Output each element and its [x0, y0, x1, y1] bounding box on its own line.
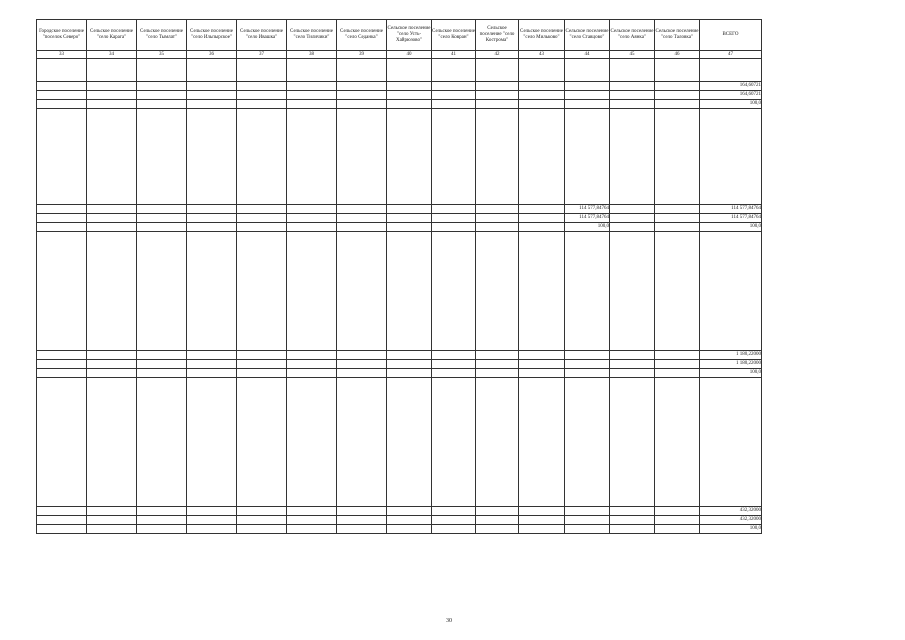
column-header: Сельское поселение "село Тиличики" [287, 20, 337, 51]
empty-cell [187, 223, 237, 232]
empty-cell [655, 205, 700, 214]
table-row [37, 214, 762, 223]
empty-cell [387, 100, 432, 109]
empty-cell [287, 360, 337, 369]
empty-cell [655, 232, 700, 351]
empty-cell [37, 378, 87, 507]
empty-cell [476, 59, 519, 82]
empty-cell [519, 214, 565, 223]
page-number: 30 [446, 618, 452, 624]
empty-cell [519, 109, 565, 205]
empty-cell [610, 205, 655, 214]
empty-cell [337, 82, 387, 91]
empty-cell [187, 59, 237, 82]
empty-cell [387, 205, 432, 214]
empty-cell [87, 516, 137, 525]
empty-cell [476, 507, 519, 516]
table-row [37, 360, 762, 369]
empty-cell [565, 369, 610, 378]
empty-cell [137, 82, 187, 91]
empty-cell [565, 360, 610, 369]
empty-cell [387, 59, 432, 82]
value-cell: 1 180,22000 [700, 360, 762, 369]
empty-cell [700, 109, 762, 205]
column-number: 33 [37, 51, 87, 59]
column-header: Сельское поселение "село Ильпырское" [187, 20, 237, 51]
empty-cell [655, 378, 700, 507]
empty-cell [387, 82, 432, 91]
empty-cell [337, 360, 387, 369]
empty-cell [87, 378, 137, 507]
empty-cell [137, 507, 187, 516]
column-number: 43 [519, 51, 565, 59]
empty-cell [432, 378, 476, 507]
column-header: Сельское поселение "село Таловка" [655, 20, 700, 51]
empty-cell [187, 516, 237, 525]
empty-cell [565, 525, 610, 534]
empty-cell [87, 82, 137, 91]
empty-cell [237, 360, 287, 369]
column-header: Сельское поселение "село Ставцово" [565, 20, 610, 51]
empty-cell [432, 360, 476, 369]
empty-cell [610, 214, 655, 223]
empty-cell [287, 378, 337, 507]
column-header: Сельское поселение "село Ковран" [432, 20, 476, 51]
empty-cell [610, 369, 655, 378]
table-row [37, 351, 762, 360]
value-cell: 432,32000 [700, 516, 762, 525]
empty-cell [476, 214, 519, 223]
empty-cell [237, 232, 287, 351]
table-row [37, 507, 762, 516]
empty-cell [387, 351, 432, 360]
value-cell: 100,0 [700, 369, 762, 378]
empty-cell [237, 214, 287, 223]
empty-cell [565, 232, 610, 351]
empty-cell [565, 516, 610, 525]
empty-cell [237, 507, 287, 516]
empty-cell [432, 205, 476, 214]
empty-cell [287, 109, 337, 205]
value-cell: 100,0 [700, 100, 762, 109]
column-header: Сельское поселение "село Мильково" [519, 20, 565, 51]
empty-cell [700, 59, 762, 82]
empty-cell [610, 59, 655, 82]
empty-cell [519, 360, 565, 369]
empty-cell [387, 223, 432, 232]
table-row [37, 82, 762, 91]
empty-cell [237, 205, 287, 214]
empty-cell [565, 100, 610, 109]
empty-cell [476, 378, 519, 507]
column-number: 46 [655, 51, 700, 59]
table-row [37, 516, 762, 525]
empty-cell [287, 205, 337, 214]
empty-cell [565, 507, 610, 516]
empty-cell [287, 100, 337, 109]
column-number-row [37, 51, 762, 59]
empty-cell [287, 525, 337, 534]
empty-cell [655, 351, 700, 360]
empty-cell [137, 109, 187, 205]
empty-cell [700, 232, 762, 351]
empty-cell [519, 91, 565, 100]
empty-cell [287, 223, 337, 232]
empty-cell [187, 507, 237, 516]
empty-cell [87, 369, 137, 378]
empty-cell [655, 516, 700, 525]
spacer-row [37, 378, 762, 507]
empty-cell [387, 360, 432, 369]
empty-cell [187, 369, 237, 378]
spacer-row [37, 59, 762, 82]
empty-cell [137, 223, 187, 232]
empty-cell [237, 100, 287, 109]
empty-cell [387, 516, 432, 525]
empty-cell [37, 223, 87, 232]
empty-cell [432, 82, 476, 91]
empty-cell [476, 205, 519, 214]
column-number: 39 [337, 51, 387, 59]
empty-cell [137, 91, 187, 100]
empty-cell [187, 100, 237, 109]
empty-cell [87, 109, 137, 205]
table-row [37, 100, 762, 109]
value-cell: 114 577,84764 [565, 214, 610, 223]
empty-cell [387, 91, 432, 100]
column-header: Городское поселение "поселок Северо" [37, 20, 87, 51]
empty-cell [337, 214, 387, 223]
empty-cell [610, 91, 655, 100]
empty-cell [655, 525, 700, 534]
empty-cell [137, 516, 187, 525]
empty-cell [137, 59, 187, 82]
empty-cell [655, 507, 700, 516]
empty-cell [432, 59, 476, 82]
empty-cell [476, 100, 519, 109]
empty-cell [287, 507, 337, 516]
empty-cell [565, 59, 610, 82]
empty-cell [187, 205, 237, 214]
empty-cell [565, 109, 610, 205]
empty-cell [610, 351, 655, 360]
empty-cell [337, 91, 387, 100]
empty-cell [137, 360, 187, 369]
empty-cell [37, 507, 87, 516]
empty-cell [476, 232, 519, 351]
empty-cell [287, 214, 337, 223]
empty-cell [519, 369, 565, 378]
empty-cell [655, 59, 700, 82]
empty-cell [476, 223, 519, 232]
empty-cell [655, 360, 700, 369]
empty-cell [37, 100, 87, 109]
empty-cell [137, 525, 187, 534]
empty-cell [519, 351, 565, 360]
column-number: 47 [700, 51, 762, 59]
empty-cell [337, 378, 387, 507]
empty-cell [565, 82, 610, 91]
empty-cell [565, 91, 610, 100]
empty-cell [187, 351, 237, 360]
column-number: 37 [237, 51, 287, 59]
table-row [37, 223, 762, 232]
empty-cell [387, 232, 432, 351]
empty-cell [87, 91, 137, 100]
empty-cell [87, 525, 137, 534]
empty-cell [610, 525, 655, 534]
empty-cell [187, 360, 237, 369]
empty-cell [37, 525, 87, 534]
empty-cell [237, 91, 287, 100]
empty-cell [432, 232, 476, 351]
empty-cell [87, 214, 137, 223]
empty-cell [337, 516, 387, 525]
empty-cell [432, 516, 476, 525]
empty-cell [476, 109, 519, 205]
empty-cell [337, 223, 387, 232]
empty-cell [337, 507, 387, 516]
empty-cell [187, 525, 237, 534]
table-row [37, 525, 762, 534]
value-cell: 1 180,22000 [700, 351, 762, 360]
value-cell: 114 577,84764 [565, 205, 610, 214]
total-cell: 114 577,84764 [700, 214, 762, 223]
spacer-row [37, 232, 762, 351]
empty-cell [287, 369, 337, 378]
empty-cell [610, 109, 655, 205]
empty-cell [37, 232, 87, 351]
table-row [37, 205, 762, 214]
empty-cell [519, 223, 565, 232]
empty-cell [237, 82, 287, 91]
empty-cell [387, 109, 432, 205]
empty-cell [137, 351, 187, 360]
empty-cell [519, 232, 565, 351]
column-header-total: ВСЕГО [700, 20, 762, 51]
empty-cell [476, 369, 519, 378]
empty-cell [432, 109, 476, 205]
empty-cell [287, 516, 337, 525]
empty-cell [137, 214, 187, 223]
empty-cell [37, 109, 87, 205]
empty-cell [387, 214, 432, 223]
column-number: 34 [87, 51, 137, 59]
value-cell: 164,60721 [700, 82, 762, 91]
column-number: 42 [476, 51, 519, 59]
empty-cell [387, 378, 432, 507]
table-body [37, 59, 762, 534]
empty-cell [655, 109, 700, 205]
empty-cell [337, 351, 387, 360]
empty-cell [519, 378, 565, 507]
empty-cell [37, 369, 87, 378]
empty-cell [87, 205, 137, 214]
empty-cell [287, 351, 337, 360]
empty-cell [87, 100, 137, 109]
empty-cell [137, 378, 187, 507]
empty-cell [655, 223, 700, 232]
empty-cell [37, 214, 87, 223]
empty-cell [565, 351, 610, 360]
empty-cell [37, 82, 87, 91]
empty-cell [432, 369, 476, 378]
empty-cell [610, 507, 655, 516]
empty-cell [87, 232, 137, 351]
column-header: Сельское поселение "село Тымлат" [137, 20, 187, 51]
empty-cell [655, 82, 700, 91]
empty-cell [387, 525, 432, 534]
column-number: 36 [187, 51, 237, 59]
empty-cell [37, 91, 87, 100]
empty-cell [519, 516, 565, 525]
empty-cell [610, 378, 655, 507]
empty-cell [37, 360, 87, 369]
empty-cell [655, 100, 700, 109]
value-cell: 100,0 [565, 223, 610, 232]
empty-cell [519, 205, 565, 214]
empty-cell [519, 82, 565, 91]
empty-cell [476, 525, 519, 534]
empty-cell [37, 205, 87, 214]
empty-cell [337, 59, 387, 82]
column-number: 35 [137, 51, 187, 59]
empty-cell [237, 351, 287, 360]
empty-cell [519, 525, 565, 534]
empty-cell [337, 109, 387, 205]
empty-cell [432, 525, 476, 534]
empty-cell [237, 369, 287, 378]
empty-cell [337, 232, 387, 351]
empty-cell [237, 516, 287, 525]
empty-cell [237, 109, 287, 205]
empty-cell [519, 507, 565, 516]
column-header: Сельское поселение "село Ивашка" [237, 20, 287, 51]
empty-cell [37, 351, 87, 360]
table-row [37, 91, 762, 100]
empty-cell [432, 214, 476, 223]
empty-cell [655, 369, 700, 378]
total-cell: 100,0 [700, 223, 762, 232]
empty-cell [287, 82, 337, 91]
column-header: Сельское поселение "село Аянка" [610, 20, 655, 51]
empty-cell [387, 507, 432, 516]
empty-cell [519, 59, 565, 82]
empty-cell [655, 214, 700, 223]
empty-cell [87, 351, 137, 360]
empty-cell [137, 205, 187, 214]
empty-cell [432, 223, 476, 232]
empty-cell [137, 100, 187, 109]
empty-cell [387, 369, 432, 378]
column-number: 40 [387, 51, 432, 59]
empty-cell [476, 82, 519, 91]
empty-cell [610, 360, 655, 369]
column-number: 41 [432, 51, 476, 59]
empty-cell [37, 516, 87, 525]
empty-cell [432, 507, 476, 516]
empty-cell [610, 223, 655, 232]
empty-cell [87, 59, 137, 82]
empty-cell [337, 100, 387, 109]
empty-cell [137, 369, 187, 378]
empty-cell [432, 100, 476, 109]
empty-cell [187, 109, 237, 205]
empty-cell [37, 59, 87, 82]
empty-cell [610, 516, 655, 525]
column-number: 45 [610, 51, 655, 59]
value-cell: 100,0 [700, 525, 762, 534]
empty-cell [337, 369, 387, 378]
empty-cell [432, 351, 476, 360]
empty-cell [432, 91, 476, 100]
empty-cell [187, 82, 237, 91]
empty-cell [87, 507, 137, 516]
spacer-row [37, 109, 762, 205]
empty-cell [610, 100, 655, 109]
empty-cell [700, 378, 762, 507]
empty-cell [187, 91, 237, 100]
empty-cell [237, 223, 287, 232]
empty-cell [655, 91, 700, 100]
empty-cell [87, 223, 137, 232]
empty-cell [610, 82, 655, 91]
empty-cell [476, 516, 519, 525]
empty-cell [137, 232, 187, 351]
column-header: Сельское поселение "село Усть-Хайрюзово" [387, 20, 432, 51]
column-header: Сельское поселение "село Карага" [87, 20, 137, 51]
empty-cell [237, 378, 287, 507]
column-header: Сельское поселение "село Кострома" [476, 20, 519, 51]
empty-cell [565, 378, 610, 507]
value-cell: 432,32000 [700, 507, 762, 516]
empty-cell [337, 525, 387, 534]
budget-table [36, 19, 762, 534]
value-cell: 164,60721 [700, 91, 762, 100]
table-row [37, 369, 762, 378]
column-header: Сельское поселение "село Седанка" [337, 20, 387, 51]
empty-cell [476, 91, 519, 100]
empty-cell [187, 378, 237, 507]
column-number: 44 [565, 51, 610, 59]
empty-cell [187, 214, 237, 223]
empty-cell [476, 351, 519, 360]
empty-cell [519, 100, 565, 109]
empty-cell [237, 525, 287, 534]
empty-cell [287, 59, 337, 82]
empty-cell [287, 91, 337, 100]
empty-cell [237, 59, 287, 82]
empty-cell [337, 205, 387, 214]
column-number: 38 [287, 51, 337, 59]
empty-cell [476, 360, 519, 369]
column-header-row [37, 20, 762, 51]
total-cell: 114 577,84764 [700, 205, 762, 214]
empty-cell [610, 232, 655, 351]
empty-cell [87, 360, 137, 369]
empty-cell [287, 232, 337, 351]
empty-cell [187, 232, 237, 351]
